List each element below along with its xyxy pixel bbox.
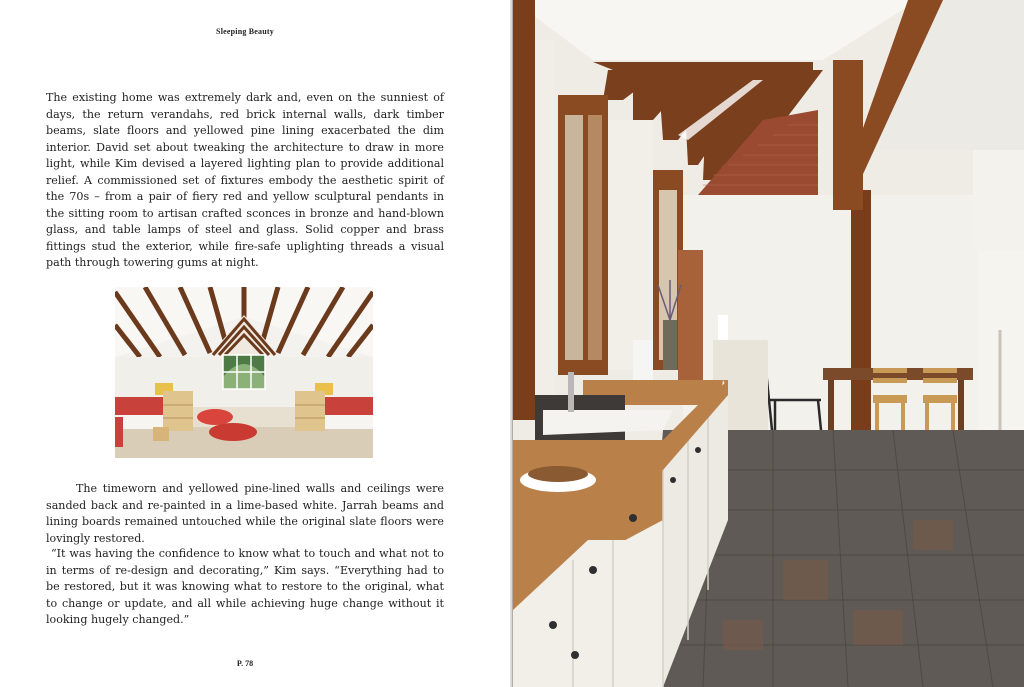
body-paragraph-1: The existing home was extremely dark and, even on the sunniest of days, the return verandahs, red brick internal walls, dark timber beams, slate floors and yellowed pine lining exacerbated the dim interior. David set about tweaking the architecture to draw in more light, while Kim devised a layered lighting plan to provide additional relief. A commissioned set of fixtures embody the aesthetic spirit of the 70s – from a pair of fiery red and yellow sculptural pendants in the sitting room to artisan crafted sconces in bronze and hand-blown glass, and table lamps of steel and glass. Solid copper and brass fittings stud the exterior, while fire-safe uplighting threads a visual path through towering gums at night. xyxy=(46,91,444,269)
kitchen-photo xyxy=(513,0,1024,687)
page-number: P. 78 xyxy=(236,659,254,668)
body-paragraph-2: The timeworn and yellowed pine-lined walls and ceilings were sanded back and re-painted in a lime-based white. Jarrah beams and lining boards remained untouched while the original slate floors were lovingly restored. xyxy=(46,482,444,545)
running-head: Sleeping Beauty xyxy=(216,27,274,36)
body-paragraph-3: “It was having the confidence to know what to touch and what not to in terms of re-design and decorating,” Kim says. “Everything had to be restored, but it was knowing what to restore to the original, what to change or update, and all while achieving huge change without it looking hugely changed.” xyxy=(46,547,444,626)
attic-bedroom-photo xyxy=(115,287,373,458)
